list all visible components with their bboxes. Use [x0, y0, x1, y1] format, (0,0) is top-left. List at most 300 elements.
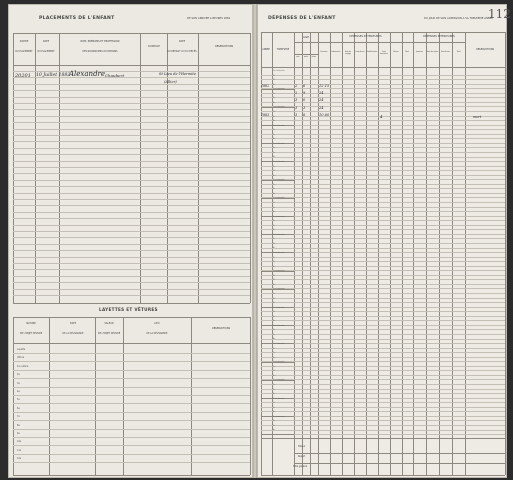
left-page — [8, 4, 253, 478]
depenses-ruled-line — [261, 106, 505, 107]
depenses-ruled-line — [261, 134, 505, 135]
layettes-row-label: 9e — [17, 432, 20, 435]
trimestre-label: 4e — [273, 156, 276, 159]
layettes-col-line — [13, 317, 14, 475]
col-date: DATE — [42, 40, 50, 43]
depenses-ruled-line — [261, 179, 505, 180]
depenses-col-line — [452, 32, 453, 475]
depenses-ruled-line — [261, 334, 505, 335]
trimestre-label: 2e — [273, 238, 276, 241]
trimestre-label: 2e — [273, 329, 276, 332]
trimestre-label: 3e — [273, 424, 276, 427]
trimestre-label: 1er trimestre — [273, 306, 285, 309]
layettes-ruled-line — [13, 387, 250, 388]
lay-col-valeur: VALEUR — [104, 322, 114, 325]
int-subcolumn-label: Frais de séjour — [426, 52, 439, 53]
depenses-ruled-line — [261, 157, 505, 158]
depenses-col-line — [366, 32, 367, 475]
trimestre-label: 1er trimestre — [273, 288, 285, 291]
layettes-col-line — [123, 317, 124, 475]
lay-col-valeur-sub: DE L'OBJET DÉLIVRÉ — [97, 332, 121, 335]
trimestre-label: 1er trimestre — [273, 361, 285, 364]
depenses-ruled-line — [261, 407, 505, 408]
trimestre-label: 4e — [273, 83, 276, 86]
lay-col-observations: OBSERVATIONS — [211, 327, 231, 330]
depenses-ruled-line — [261, 411, 505, 412]
col-sortie: SORTIE — [19, 40, 29, 43]
depenses-ruled-line — [261, 234, 505, 235]
layettes-row-label: 8e — [17, 423, 20, 427]
trimestre-label: 4e — [273, 120, 276, 123]
layettes-col-line — [250, 317, 251, 475]
depenses-ruled-line — [261, 302, 505, 303]
depenses-ruled-line — [261, 316, 505, 317]
depenses-ruled-line — [261, 175, 505, 176]
trimestre-label: 4e — [273, 138, 276, 141]
placements-ruled-line — [13, 244, 250, 245]
layettes-row-label: 6e — [17, 406, 20, 410]
depenses-col-line — [378, 32, 379, 475]
lay-col-lieu: LIEU — [154, 322, 160, 325]
depenses-ruled-line — [261, 343, 505, 344]
trimestre-label: 2e — [273, 365, 276, 368]
depenses-group-line — [294, 42, 465, 43]
depenses-ruled-line — [261, 216, 505, 217]
depenses-ruled-line — [261, 357, 505, 358]
depenses-ruled-line — [261, 111, 505, 112]
trimestre-label: 2e — [273, 402, 276, 405]
depenses-ruled-line — [261, 88, 505, 89]
trimestre-label: 4e — [273, 356, 276, 359]
trimestre-label: 3e — [273, 388, 276, 391]
depenses-ruled-line — [261, 325, 505, 326]
obs-note: mort — [473, 115, 482, 119]
footer-report: Report — [298, 455, 306, 458]
depenses-ruled-line — [261, 93, 505, 94]
footer-totaux: Totaux — [298, 445, 306, 448]
depenses-ruled-line — [261, 207, 505, 208]
trimestre-label: 1er trimestre — [273, 197, 285, 200]
placements-ruled-line — [13, 173, 250, 174]
side-note: 4 — [380, 114, 383, 119]
depenses-ruled-line — [261, 279, 505, 280]
entry-age-ans: 3 — [295, 112, 298, 117]
layettes-ruled-line — [13, 361, 250, 362]
layettes-ruled-line — [13, 395, 250, 396]
depenses-ruled-line — [261, 402, 505, 403]
depenses-ruled-line — [261, 225, 505, 226]
col-trimestre: TRIMESTRE — [276, 48, 290, 51]
placements-ruled-line — [13, 161, 250, 162]
layettes-row-label: 11e — [17, 448, 22, 452]
trimestre-label: 4e — [273, 283, 276, 286]
placements-ruled-line — [13, 116, 250, 117]
depenses-ruled-line — [261, 248, 505, 249]
trimestre-label: 3e — [273, 170, 276, 173]
layettes-row-label: 12e — [17, 457, 22, 461]
placements-ruled-line — [13, 154, 250, 155]
depenses-ruled-line — [261, 375, 505, 376]
depenses-ruled-line — [261, 389, 505, 390]
trimestre-label: 4e — [273, 247, 276, 250]
placements-ruled-line — [13, 250, 250, 251]
trimestre-label: 1er trimestre — [273, 324, 285, 327]
trimestre-label: 3e — [273, 352, 276, 355]
depenses-ruled-line — [261, 97, 505, 98]
trimestre-label: 3e — [273, 370, 276, 373]
depenses-col-line — [413, 32, 414, 475]
placements-ruled-line — [13, 193, 250, 194]
depenses-col-line — [505, 32, 506, 475]
layettes-title: LAYETTES ET VÊTURES — [99, 307, 158, 312]
layettes-col-line — [95, 317, 96, 475]
entry-age-mois: 9 — [303, 91, 306, 96]
depenses-ruled-line — [261, 307, 505, 308]
trimestre-label: 1er trimestre — [273, 215, 285, 218]
entry-sortie: 20201 — [15, 73, 31, 79]
placements-ruled-line — [13, 225, 250, 226]
placements-ruled-line — [13, 231, 250, 232]
depenses-ruled-line — [261, 379, 505, 380]
trimestre-label: 1er trimestre — [273, 106, 285, 109]
depenses-ruled-line — [261, 425, 505, 426]
entry-age-mois: 3 — [303, 105, 306, 110]
trimestre-label: 4e — [273, 393, 276, 396]
int-subcolumn-label: Total — [456, 52, 461, 53]
entry-nom-detail: Chaubert — [105, 73, 125, 78]
depenses-ruled-line — [261, 125, 505, 126]
col-nom: NOM, PRÉNOMS ET PROFESSION — [80, 40, 120, 43]
placements-ruled-line — [13, 205, 250, 206]
trimestre-label: 4e — [273, 302, 276, 305]
trimestre-label: 2e — [273, 183, 276, 186]
layettes-row-label: 1re vêture — [17, 364, 29, 368]
depenses-ruled-line — [261, 252, 505, 253]
trimestre-label: 1er trimestre — [273, 142, 285, 145]
trimestre-label: 1er trimestre — [273, 415, 285, 418]
int-subcolumn-label: Frais divers — [440, 52, 451, 53]
age-sub-line — [294, 54, 318, 55]
ext-subcolumn-label: Retour — [393, 52, 399, 53]
depenses-ruled-line — [261, 288, 505, 289]
depenses-ruled-line — [261, 284, 505, 285]
layettes-ruled-line — [13, 403, 250, 404]
depenses-ruled-line — [261, 420, 505, 421]
layettes-row-label: 3e — [17, 381, 20, 385]
trimestre-label: 2e — [273, 256, 276, 259]
layettes-ruled-line — [13, 353, 250, 354]
trimestre-label: 2e — [273, 110, 276, 113]
layettes-ruled-line — [13, 462, 250, 463]
trimestre-label: 4e — [273, 211, 276, 214]
trimestre-label: 2e — [273, 129, 276, 132]
placements-ruled-line — [13, 218, 250, 219]
layettes-col-line — [191, 317, 192, 475]
depenses-ruled-line — [261, 261, 505, 262]
entry-annee: 1882 — [261, 84, 270, 88]
trimestre-label: 3e — [273, 315, 276, 318]
trimestre-label: 3e — [273, 188, 276, 191]
depenses-ruled-line — [261, 293, 505, 294]
depenses-col-line — [330, 32, 331, 475]
right-page — [257, 4, 511, 478]
ext-subcolumn-label: Frais divers — [355, 52, 365, 53]
trimestre-label: 3e — [273, 79, 276, 82]
depenses-ruled-line — [261, 366, 505, 367]
depenses-col-line — [342, 32, 343, 475]
trimestre-label: 4e — [273, 374, 276, 377]
layettes-row-label: 2e — [17, 373, 20, 377]
entry-age-mois: 6 — [303, 112, 306, 117]
placements-ruled-line — [13, 129, 250, 130]
col-nom-sub: DES NOURRICIERS OU PATRONS — [82, 50, 118, 53]
trimestre-label: 2e — [273, 347, 276, 350]
trimestre-label: 1er trimestre — [273, 179, 285, 182]
ext-subcolumn-label: Indemnités — [331, 52, 341, 53]
entry-pension: 24 — [319, 98, 324, 103]
placements-ruled-line — [13, 289, 250, 290]
trimestre-label: 1er trimestre — [273, 397, 285, 400]
depenses-ruled-line — [261, 138, 505, 139]
depenses-ruled-line — [261, 270, 505, 271]
ext-subcolumn-label: Pensions — [320, 52, 328, 53]
depenses-ruled-line — [261, 229, 505, 230]
entry-pension: 12.15 — [319, 84, 330, 88]
trimestre-label: 3e — [273, 206, 276, 209]
layettes-ruled-line — [13, 437, 250, 438]
depenses-ruled-line — [261, 79, 505, 80]
depenses-ruled-line — [261, 311, 505, 312]
col-annee: ANNÉE — [262, 48, 270, 51]
layettes-row-label: Layette — [17, 348, 26, 351]
depenses-ruled-line — [261, 120, 505, 121]
entry-pension: 24 — [319, 105, 324, 110]
trimestre-label: 3e — [273, 279, 276, 282]
entry-domicile: St Lieu de l'Hermite — [159, 72, 196, 76]
depenses-ruled-line — [261, 266, 505, 267]
depenses-ruled-line — [261, 339, 505, 340]
trimestre-label: 4e — [273, 338, 276, 341]
layettes-ruled-line — [13, 445, 250, 446]
col-date-retrait-sub: DU RETRAIT OU DU DÉCÈS — [167, 50, 197, 53]
entry-age-mois: 6 — [303, 84, 306, 88]
layettes-row-label: 7e — [17, 415, 20, 419]
trimestre-label: 1er trimestre — [273, 379, 285, 382]
placements-ruled-line — [13, 237, 250, 238]
col-domicile: DOMICILE — [148, 45, 160, 48]
placements-ruled-line — [13, 295, 250, 296]
depenses-ruled-line — [261, 129, 505, 130]
trimestre-label: 3e — [273, 133, 276, 136]
page-number: 112 — [488, 7, 511, 21]
trimestre-label: 1er trimestre — [273, 270, 285, 273]
depenses-col-line — [465, 32, 466, 475]
placements-ruled-line — [13, 212, 250, 213]
trimestre-label: 3e — [273, 406, 276, 409]
depenses-ruled-line — [261, 370, 505, 371]
col-depenses-exterieures: DÉPENSES EXTÉRIEURES — [349, 35, 382, 38]
depenses-ruled-line — [261, 298, 505, 299]
trimestre-label: 4e — [273, 411, 276, 414]
trimestre-label: 2e — [273, 420, 276, 423]
lay-col-nature: NATURE — [26, 322, 36, 325]
depenses-ruled-line — [261, 352, 505, 353]
entry-annee: 1883 — [261, 112, 270, 117]
depenses-ruled-line — [261, 102, 505, 103]
left-page-period: DE SON ARRIVÉE A BEVRES 1882 — [187, 17, 231, 20]
depenses-ruled-line — [261, 170, 505, 171]
depenses-ruled-line — [261, 211, 505, 212]
entry-age-ans: 2 — [295, 84, 298, 88]
layettes-ruled-line — [13, 454, 250, 455]
right-page-period: DU JOUR DE SON ADMISSION A SA TREIZIÈME ANNÉE — [424, 17, 494, 20]
layettes-row-label: Vêture — [17, 356, 25, 360]
trimestre-label: 4e — [273, 192, 276, 195]
layettes-ruled-line — [13, 378, 250, 379]
trimestre-label: 1er trimestre — [273, 252, 285, 254]
trimestre-label: 1er trimestre — [273, 343, 285, 345]
right-page-title: DÉPENSES DE L'ENFANT — [268, 16, 336, 21]
depenses-ruled-line — [261, 329, 505, 330]
trimestre-label: 4e — [273, 229, 276, 232]
placements-ruled-line — [13, 263, 250, 264]
entry-age-ans: 3 — [295, 105, 298, 110]
depenses-ruled-line — [261, 197, 505, 198]
entry-date: 10 Juillet 1882 — [36, 73, 71, 78]
layettes-bottom-line — [13, 475, 250, 476]
trimestre-label: 1er trimestre — [273, 233, 285, 236]
lay-col-date-sub: DE LA DÉLIVRANCE — [62, 332, 84, 335]
trimestre-label: 1er trimestre — [273, 70, 285, 72]
depenses-ruled-line — [261, 152, 505, 153]
depenses-ruled-line — [261, 238, 505, 239]
col-date-sub: DU PLACEMENT — [37, 50, 55, 53]
placements-ruled-line — [13, 97, 250, 98]
trimestre-label: 2e — [273, 92, 276, 95]
entry-nom: Alexandre — [69, 70, 106, 78]
depenses-ruled-line — [261, 84, 505, 85]
ext-subcolumn-label: Frais de voyage — [344, 52, 352, 55]
depenses-ruled-line — [261, 188, 505, 189]
placements-ruled-line — [13, 186, 250, 187]
trimestre-label: 4e — [273, 320, 276, 323]
lay-col-nature-sub: DE L'OBJET DÉLIVRÉ — [19, 332, 43, 335]
trimestre-label: 3e — [273, 261, 276, 264]
trimestre-label: 2e — [273, 274, 276, 277]
entry-domicile-detail: (Allier) — [164, 80, 177, 84]
trimestre-label: 2e — [273, 220, 276, 223]
placements-ruled-line — [13, 84, 250, 85]
layettes-ruled-line — [13, 429, 250, 430]
footer-total-general: Total général — [293, 465, 308, 468]
placements-ruled-line — [13, 148, 250, 149]
entry-age-ans: 2 — [295, 91, 298, 96]
depenses-ruled-line — [261, 434, 505, 435]
layettes-row-label: 10e — [17, 440, 22, 444]
trimestre-label: 2e — [273, 165, 276, 168]
placements-ruled-line — [13, 122, 250, 123]
trimestre-label: 3e — [273, 333, 276, 336]
depenses-col-line — [354, 32, 355, 475]
placements-ruled-line — [13, 103, 250, 104]
trimestre-label: 2e — [273, 292, 276, 295]
depenses-ruled-line — [261, 143, 505, 144]
trimestre-label: 1er trimestre — [273, 88, 285, 91]
depenses-col-line — [390, 32, 391, 475]
trimestre-label: 2e — [273, 311, 276, 314]
layettes-ruled-line — [13, 420, 250, 421]
depenses-col-line — [439, 32, 440, 475]
int-subcolumn-label: Journées — [416, 52, 423, 53]
ext-subcolumn-label: Frais funéraires — [379, 52, 389, 55]
layettes-row-label: 5e — [17, 398, 20, 402]
depenses-col-line — [426, 32, 427, 475]
trimestre-label: 3e — [273, 115, 276, 118]
trimestre-label: 2e — [273, 147, 276, 150]
depenses-ruled-line — [261, 430, 505, 431]
trimestre-label: 3e — [273, 297, 276, 300]
placements-ruled-line — [13, 167, 250, 168]
placements-ruled-line — [13, 269, 250, 270]
trimestre-label: 4e — [273, 265, 276, 268]
depenses-col-line — [402, 32, 403, 475]
placements-ruled-line — [13, 276, 250, 277]
depenses-ruled-line — [261, 147, 505, 148]
depenses-ruled-line — [261, 398, 505, 399]
placements-ruled-line — [13, 141, 250, 142]
trimestre-label: 2e — [273, 383, 276, 386]
trimestre-label: 4e — [273, 101, 276, 104]
depenses-ruled-line — [261, 393, 505, 394]
placements-ruled-line — [13, 71, 250, 72]
trimestre-label: 3e — [273, 97, 276, 100]
entry-pension: 24 — [319, 91, 324, 96]
trimestre-label: 3e — [273, 224, 276, 227]
placements-ruled-line — [13, 257, 250, 258]
left-page-title: PLACEMENTS DE L'ENFANT — [39, 16, 115, 21]
layettes-ruled-line — [13, 412, 250, 413]
col-age-mois: mois — [303, 56, 309, 58]
depenses-ruled-line — [261, 243, 505, 244]
placements-ruled-line — [13, 90, 250, 91]
lay-col-lieu-sub: DE LA DÉLIVRANCE — [146, 332, 168, 335]
depenses-ruled-line — [261, 384, 505, 385]
depenses-ruled-line — [261, 220, 505, 221]
entry-age-mois: 0 — [303, 98, 306, 103]
layettes-col-line — [49, 317, 50, 475]
depenses-ruled-line — [261, 361, 505, 362]
col-age-ans: ans — [296, 56, 300, 58]
layettes-row-label: 4e — [17, 390, 20, 393]
depenses-ruled-line — [261, 161, 505, 162]
depenses-ruled-line — [261, 75, 505, 76]
placements-ruled-line — [13, 180, 250, 181]
year-block-line — [261, 434, 294, 435]
trimestre-label: 4e — [273, 174, 276, 177]
depenses-ruled-line — [261, 416, 505, 417]
col-age: AGE — [302, 35, 310, 39]
col-obs-right: OBSERVATIONS — [475, 48, 495, 51]
lay-col-date: DATE — [69, 322, 77, 325]
ext-subcolumn-label: Gratifications — [366, 52, 378, 53]
trimestre-label: 1er trimestre — [273, 124, 285, 127]
placements-col-line — [250, 33, 251, 303]
trimestre-label: 3e — [273, 151, 276, 154]
depenses-ruled-line — [261, 184, 505, 185]
placements-ruled-line — [13, 282, 250, 283]
trimestre-label: 2e — [273, 201, 276, 204]
trimestre-label: 3e — [273, 242, 276, 245]
